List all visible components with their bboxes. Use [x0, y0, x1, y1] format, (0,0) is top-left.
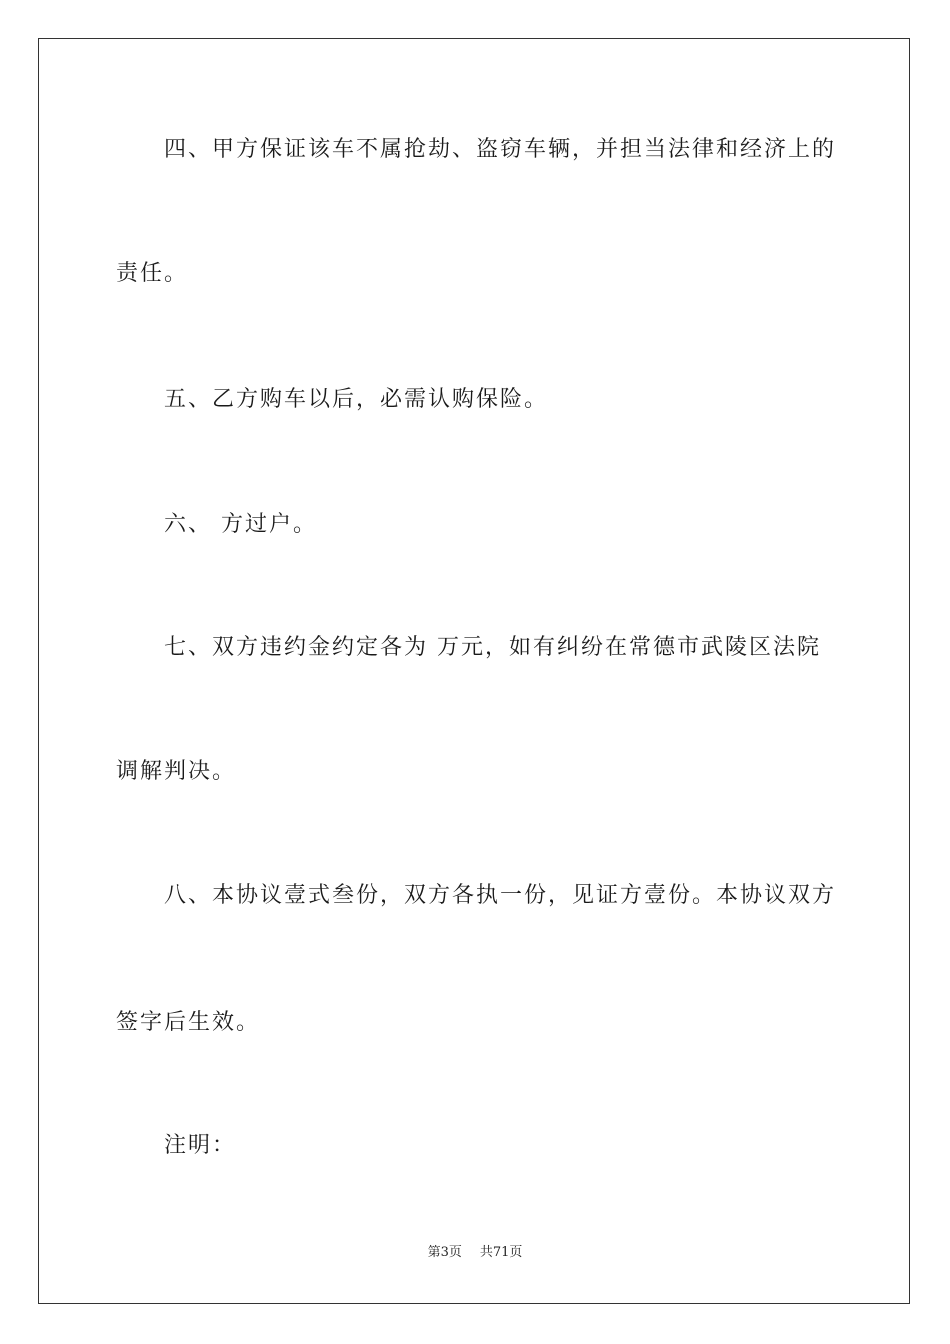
clause-8-line-2: 签字后生效。 — [116, 1010, 261, 1035]
clause-4-line-2: 责任。 — [116, 261, 189, 286]
clause-7-line-1: 七、双方违约金约定各为 万元，如有纠纷在常德市武陵区法院 — [164, 635, 821, 660]
note-heading: 注明： — [164, 1133, 237, 1158]
page-number: 第3页 — [427, 1245, 462, 1260]
total-pages: 共71页 — [479, 1245, 523, 1260]
clause-5: 五、乙方购车以后，必需认购保险。 — [164, 387, 549, 412]
clause-4-line-1: 四、甲方保证该车不属抢劫、盗窃车辆，并担当法律和经济上的 — [164, 137, 837, 162]
page-border — [38, 38, 910, 1304]
page-footer — [0, 1244, 950, 1262]
clause-8-line-1: 八、本协议壹式叁份，双方各执一份，见证方壹份。本协议双方 — [164, 883, 837, 908]
clause-6: 六、 方过户。 — [164, 512, 317, 537]
clause-7-line-2: 调解判决。 — [116, 759, 237, 784]
